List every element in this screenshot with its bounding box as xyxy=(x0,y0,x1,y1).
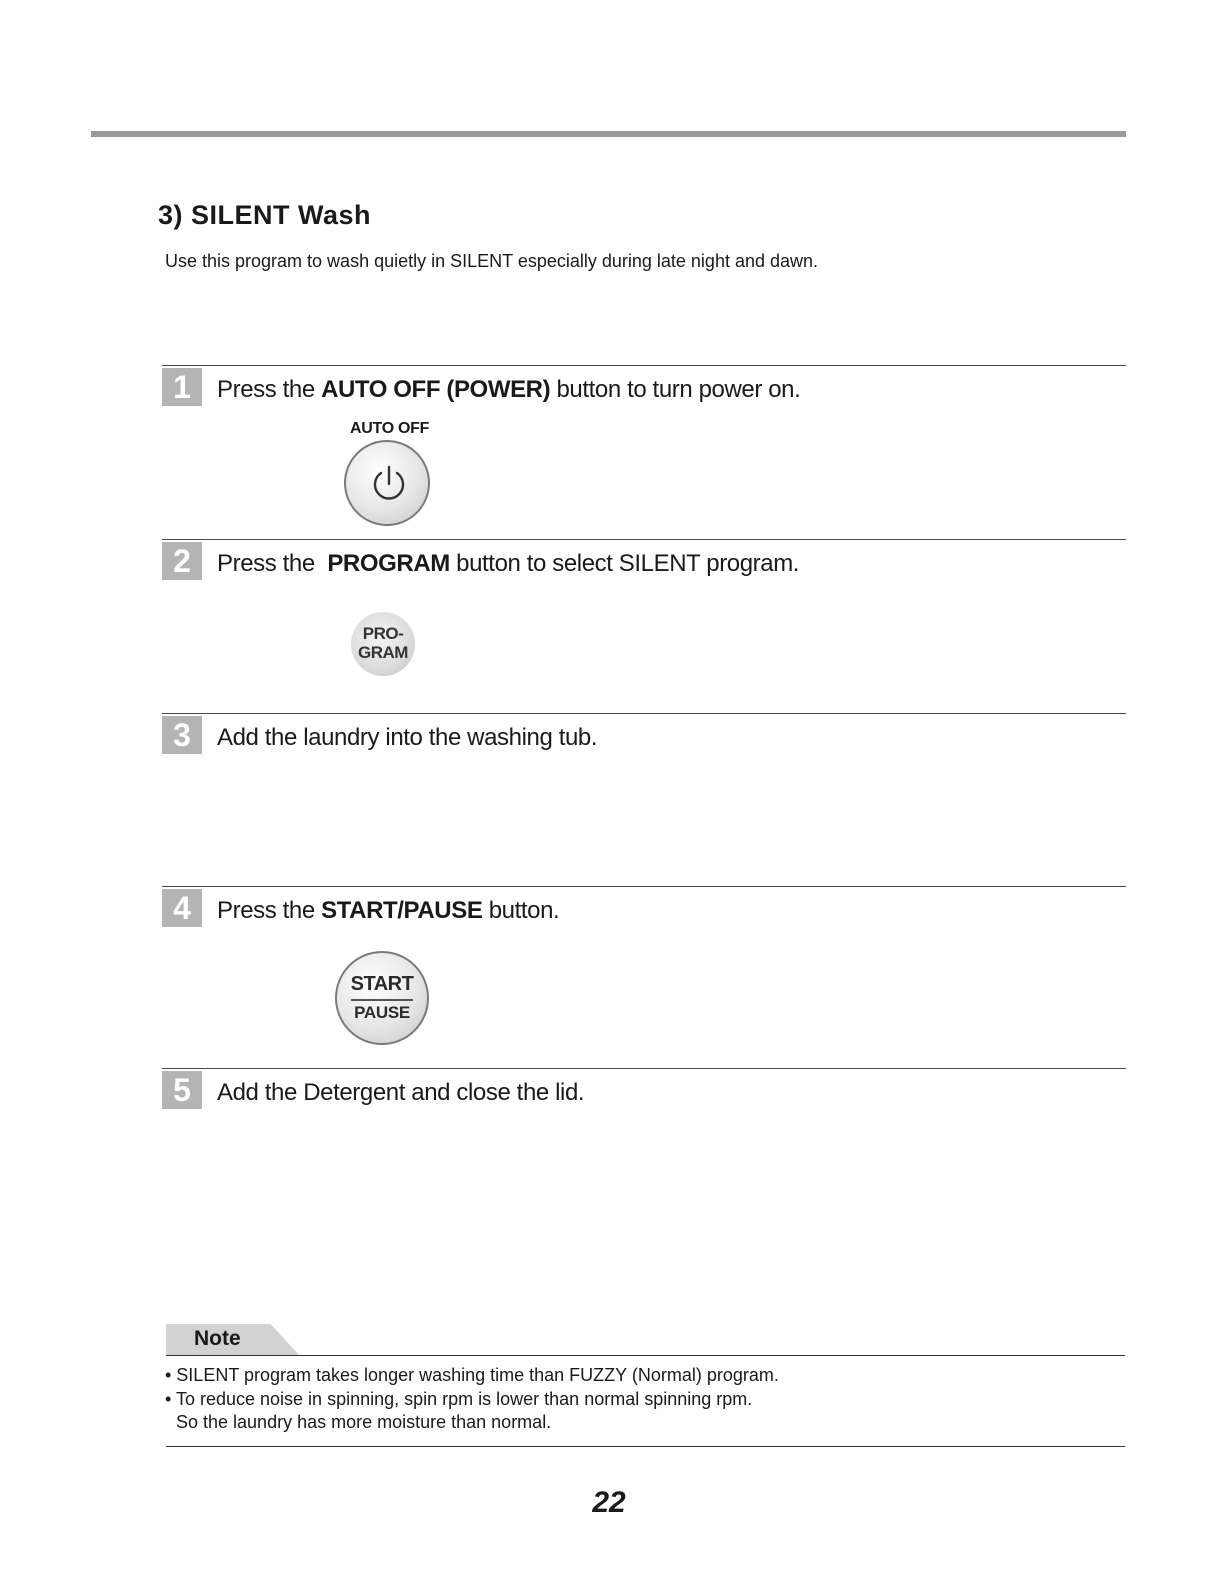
program-button[interactable] xyxy=(351,612,415,676)
section-description: Use this program to wash quietly in SILENT especially during late night and dawn. xyxy=(165,251,819,271)
step-instruction: Press the START/PAUSE button. xyxy=(217,897,560,924)
start-pause-button[interactable] xyxy=(335,951,429,1045)
step-instruction: Press the PROGRAM button to select SILENT program. xyxy=(217,550,800,577)
note-bottom-rule xyxy=(166,1446,1125,1447)
auto-off-caption: AUTO OFF xyxy=(350,420,430,437)
header-rule xyxy=(91,131,1126,137)
step-number: 3 xyxy=(162,716,202,754)
step-5 xyxy=(162,1068,1126,1269)
step-number: 1 xyxy=(162,368,202,406)
section-title: 3) SILENT Wash xyxy=(158,200,372,230)
note-item: • SILENT program takes longer washing time than FUZZY (Normal) program. xyxy=(165,1365,779,1385)
page-number: 22 xyxy=(592,1486,626,1519)
step-2 xyxy=(162,539,1126,714)
step-number: 5 xyxy=(162,1071,202,1109)
note-item-continuation: So the laundry has more moisture than normal. xyxy=(176,1412,552,1432)
auto-off-power-button[interactable] xyxy=(344,440,430,526)
power-icon xyxy=(369,464,409,504)
note-item: • To reduce noise in spinning, spin rpm is lower than normal spinning rpm. xyxy=(165,1388,753,1409)
start-label: START xyxy=(350,973,414,995)
step-4 xyxy=(162,886,1126,1069)
program-button-line2: GRAM xyxy=(358,643,408,662)
step-number: 2 xyxy=(162,542,202,580)
step-number: 4 xyxy=(162,889,202,927)
start-pause-divider xyxy=(351,999,413,1001)
step-instruction: Add the laundry into the washing tub. xyxy=(217,724,598,751)
note-label: Note xyxy=(194,1327,241,1350)
step-3 xyxy=(162,713,1126,887)
note-top-rule xyxy=(166,1355,1125,1356)
note-list xyxy=(165,1364,779,1435)
program-button-line1: PRO- xyxy=(362,624,404,643)
step-instruction: Press the AUTO OFF (POWER) button to turn power on. xyxy=(217,376,801,403)
step-1 xyxy=(162,365,1126,540)
pause-label: PAUSE xyxy=(354,1003,410,1022)
step-instruction: Add the Detergent and close the lid. xyxy=(217,1079,585,1106)
